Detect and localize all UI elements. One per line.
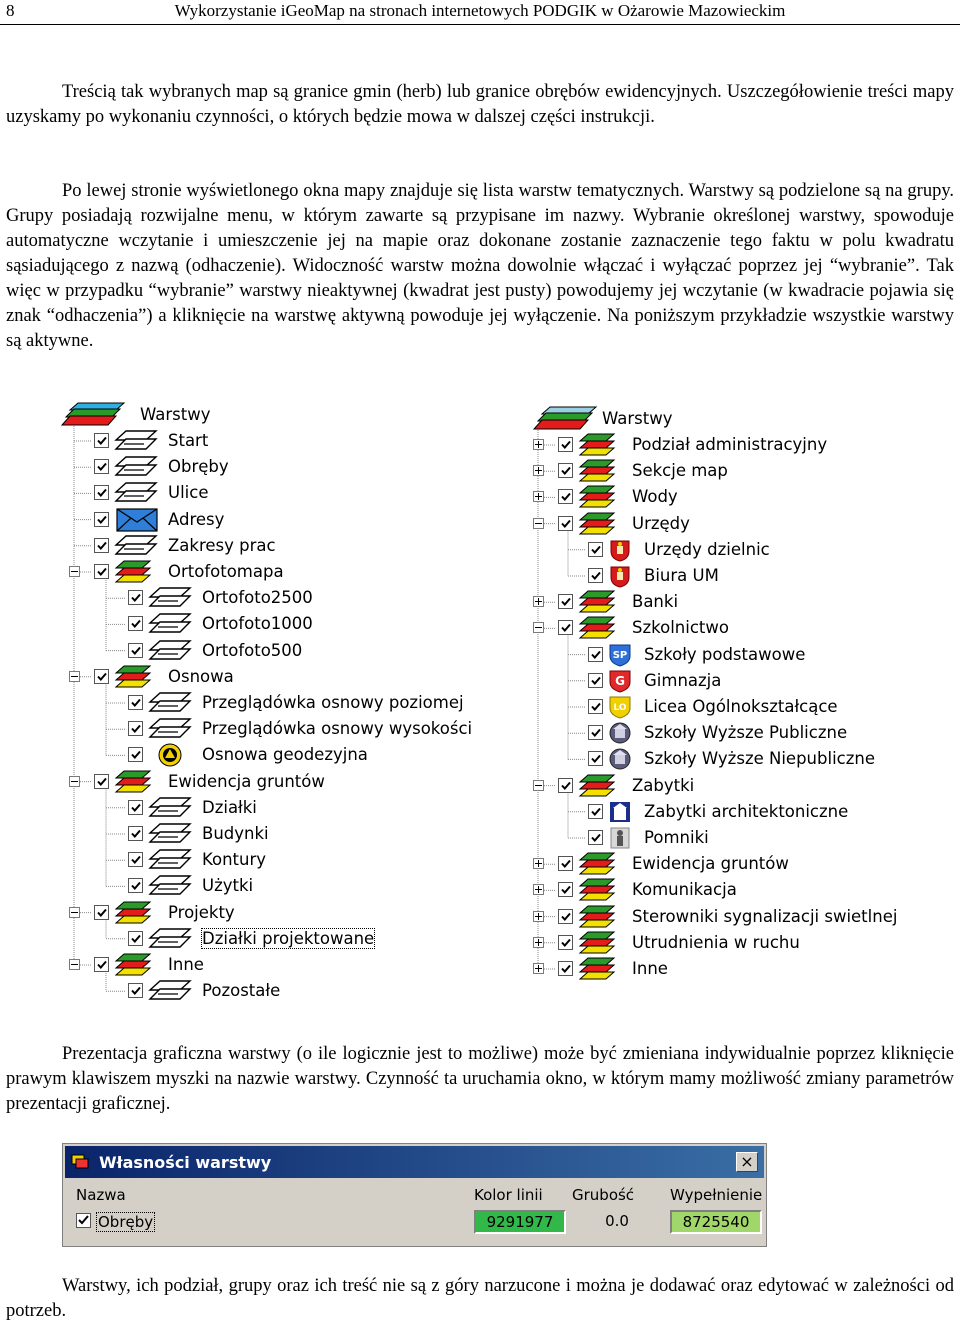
expand-button[interactable] xyxy=(533,911,544,922)
column-name-label: Nazwa xyxy=(76,1186,126,1204)
layer-outline-icon xyxy=(148,691,192,717)
collapse-button[interactable] xyxy=(69,959,80,970)
checkmark-icon xyxy=(130,749,142,761)
tree-item-budynki[interactable] xyxy=(60,821,480,847)
layer-checkbox[interactable] xyxy=(558,882,573,897)
tree-item-podzial-administracyjny[interactable] xyxy=(528,432,908,458)
coat-of-arms-icon xyxy=(608,564,632,592)
dialog-title: Własności warstwy xyxy=(99,1153,272,1172)
tree-item-start[interactable] xyxy=(60,428,480,454)
line-color-field[interactable] xyxy=(474,1210,566,1234)
layer-visibility-checkbox[interactable] xyxy=(76,1212,186,1236)
university-icon xyxy=(608,747,632,775)
layer-label: Zabytki xyxy=(632,775,695,795)
layer-label: Utrudnienia w ruchu xyxy=(632,932,800,952)
checkmark-icon xyxy=(130,933,142,945)
checkmark-icon xyxy=(130,592,142,604)
layer-checkbox[interactable] xyxy=(128,826,143,841)
layer-outline-icon xyxy=(148,639,192,665)
tree-item-pozostale[interactable] xyxy=(60,978,480,1004)
tree-item-szkoly-wyzsze-publiczne[interactable] xyxy=(528,720,908,746)
layer-checkbox[interactable] xyxy=(128,590,143,605)
layer-checkbox[interactable] xyxy=(128,800,143,815)
layer-checkbox[interactable] xyxy=(588,751,603,766)
checkmark-icon xyxy=(590,806,602,818)
school-g-icon xyxy=(608,669,632,697)
tree-item-pomniki[interactable] xyxy=(528,825,908,851)
layer-checkbox[interactable] xyxy=(128,616,143,631)
layer-checkbox[interactable] xyxy=(128,931,143,946)
layer-checkbox[interactable] xyxy=(558,935,573,950)
layer-checkbox[interactable] xyxy=(128,852,143,867)
checkmark-icon xyxy=(96,540,108,552)
layer-outline-icon xyxy=(148,796,192,822)
checkmark-icon xyxy=(590,727,602,739)
layer-label: Szkoły podstawowe xyxy=(644,644,806,664)
layer-checkbox[interactable] xyxy=(128,878,143,893)
left-layer-tree xyxy=(60,398,480,1010)
layer-checkbox[interactable] xyxy=(94,905,109,920)
layer-checkbox[interactable] xyxy=(128,643,143,658)
layer-checkbox[interactable] xyxy=(128,721,143,736)
layer-label: Przeglądówka osnowy wysokości xyxy=(202,719,473,739)
tree-item-dzialki-projektowane[interactable] xyxy=(60,926,480,952)
tree-root-label: Warstwy xyxy=(140,405,211,424)
layer-group-icon xyxy=(578,590,622,618)
line-color-value: 9291977 xyxy=(476,1212,564,1232)
layer-checkbox[interactable] xyxy=(588,647,603,662)
layer-group-icon xyxy=(578,931,622,959)
checkmark-icon xyxy=(560,937,572,949)
layer-outline-icon xyxy=(114,534,158,560)
layer-group-icon xyxy=(114,901,158,929)
layer-group-icon xyxy=(578,512,622,540)
column-thickness-label: Grubość xyxy=(572,1186,635,1204)
layer-group-icon xyxy=(578,485,622,513)
paragraph-3: Prezentacja graficzna warstwy (o ile logicznie jest to możliwe) może być zmieniana indywidualnie poprzez kliknięcie prawym klawiszem myszki na nazwie warstwy. Czynność ta uruchamia okno, w którym mamy możliwość zmiany parametrów prezentacji graficznej. xyxy=(6,1044,954,1114)
layer-checkbox[interactable] xyxy=(558,909,573,924)
layer-group-icon xyxy=(114,770,158,798)
layer-label: Gimnazja xyxy=(644,670,722,690)
fill-color-value: 8725540 xyxy=(672,1212,760,1232)
layer-label: Ewidencja gruntów xyxy=(632,854,789,874)
layer-checkbox[interactable] xyxy=(94,957,109,972)
svg-text:SP: SP xyxy=(612,649,628,661)
layer-label: Sekcje map xyxy=(632,461,728,481)
tree-item-sterowniki-sygnalizacji-swietlnej[interactable] xyxy=(528,904,908,930)
layer-outline-icon xyxy=(148,848,192,874)
page-number: 8 xyxy=(6,1,15,20)
expand-button[interactable] xyxy=(533,465,544,476)
layer-outline-icon xyxy=(148,717,192,743)
checkmark-icon xyxy=(130,618,142,630)
checkmark-icon xyxy=(130,828,142,840)
layer-label: Pomniki xyxy=(644,828,709,847)
envelope-icon xyxy=(114,508,158,536)
checkmark-icon xyxy=(130,645,142,657)
layer-label: Działki xyxy=(202,797,257,817)
dialog-titlebar[interactable] xyxy=(65,1146,764,1178)
checkmark-icon xyxy=(77,1214,90,1227)
layer-outline-icon xyxy=(114,481,158,507)
layer-group-icon xyxy=(578,616,622,644)
layer-name-value: Obręby xyxy=(98,1213,154,1231)
layer-label: Sterowniki sygnalizacji swietlnej xyxy=(632,906,898,926)
checkmark-icon xyxy=(560,518,572,530)
tree-item-przegladowka-osnowy-poziomej[interactable] xyxy=(60,690,480,716)
layer-group-icon xyxy=(114,560,158,588)
tree-root-label: Warstwy xyxy=(602,409,673,428)
layer-checkbox[interactable] xyxy=(94,433,109,448)
layer-checkbox[interactable] xyxy=(558,437,573,452)
layer-label: Ortofoto500 xyxy=(202,640,303,660)
layer-checkbox[interactable] xyxy=(94,538,109,553)
tree-item-zabytki[interactable] xyxy=(528,773,908,799)
layer-checkbox[interactable] xyxy=(588,830,603,845)
layer-outline-icon xyxy=(148,979,192,1005)
layer-label: Pozostałe xyxy=(202,981,281,1001)
checkmark-icon xyxy=(96,487,108,499)
collapse-button[interactable] xyxy=(533,780,544,791)
expand-button[interactable] xyxy=(533,858,544,869)
layer-outline-icon xyxy=(114,455,158,481)
checkmark-icon xyxy=(560,858,572,870)
layer-label: Adresy xyxy=(168,509,225,529)
layer-checkbox[interactable] xyxy=(558,489,573,504)
tree-item-uzytki[interactable] xyxy=(60,873,480,899)
checkmark-icon xyxy=(96,435,108,447)
collapse-button[interactable] xyxy=(533,518,544,529)
tree-item-ortofoto500[interactable] xyxy=(60,638,480,664)
expand-button[interactable] xyxy=(533,596,544,607)
checkmark-icon xyxy=(96,671,108,683)
collapse-button[interactable] xyxy=(533,622,544,633)
layer-outline-icon xyxy=(148,612,192,638)
tree-item-wody[interactable] xyxy=(528,484,908,510)
tree-item-ewidencja-gruntow[interactable] xyxy=(60,769,480,795)
checkmark-icon xyxy=(560,596,572,608)
layer-label: Biura UM xyxy=(644,566,719,585)
tree-item-zabytki-architektoniczne[interactable] xyxy=(528,799,908,825)
checkmark-icon xyxy=(96,907,108,919)
layer-label: Zabytki architektoniczne xyxy=(644,801,849,821)
layer-label: Obręby xyxy=(168,457,229,477)
layer-label: Budynki xyxy=(202,824,269,843)
layer-label: Osnowa xyxy=(168,666,234,686)
layer-label: Ortofoto1000 xyxy=(202,614,313,634)
tree-item-urzedy-dzielnic[interactable] xyxy=(528,537,908,563)
paragraph-2: Po lewej stronie wyświetlonego okna mapy znajduje się lista warstw tematycznych. Warstwy są podzielone są na grupy. Grupy posiadają rozwijalne menu, w którym zawarte są przypisane im nazwy. Wybranie określonej warstwy, spowoduje automatyczne wczytanie i umieszczenie jej na mapie oraz dokonane zostanie zaznaczenie tego faktu w polu kwadratu sąsiadującego z nazwą (odhaczenie). Widoczność warstw można dowolnie włączać i wyłączać poprzez jej “wybranie”. Tak więc w przypadku “wybranie” warstwy nieaktywnej (kwadrat jest pusty) powodujemy jej wczytanie (w kwadracie pojawia się znak “odhaczenia”) a kliknięcie na warstwę aktywną powoduje jej wyłączenie. Na poniższym przykładzie wszystkie warstwy są aktywne. xyxy=(6,181,954,351)
expand-button[interactable] xyxy=(533,439,544,450)
layer-group-icon xyxy=(114,665,158,693)
layer-label: Ulice xyxy=(168,483,209,503)
layer-checkbox[interactable] xyxy=(558,778,573,793)
checkmark-icon xyxy=(96,776,108,788)
collapse-button[interactable] xyxy=(69,671,80,682)
expand-button[interactable] xyxy=(533,937,544,948)
layer-label: Projekty xyxy=(168,902,235,922)
layer-group-icon xyxy=(578,774,622,802)
checkmark-icon xyxy=(96,959,108,971)
checkmark-icon xyxy=(130,854,142,866)
layer-outline-icon xyxy=(148,874,192,900)
layer-label: Urzędy dzielnic xyxy=(644,539,770,559)
layer-checkbox[interactable] xyxy=(128,747,143,762)
layer-group-icon xyxy=(578,459,622,487)
school-sp-icon xyxy=(608,643,632,671)
collapse-button[interactable] xyxy=(69,907,80,918)
tree-item-osnowa[interactable] xyxy=(60,664,480,690)
layer-checkbox[interactable] xyxy=(588,804,603,819)
layer-label: Inne xyxy=(632,959,668,978)
tree-item-ortofotomapa[interactable] xyxy=(60,559,480,585)
layer-checkbox[interactable] xyxy=(94,669,109,684)
checkmark-icon xyxy=(560,622,572,634)
monument-icon xyxy=(608,800,632,828)
tree-item-biura-um[interactable] xyxy=(528,563,908,589)
checkmark-icon xyxy=(590,649,602,661)
tree-item-komunikacja[interactable] xyxy=(528,877,908,903)
tree-root[interactable] xyxy=(60,402,480,428)
layer-checkbox[interactable] xyxy=(558,961,573,976)
layer-label: Licea Ogólnokształcące xyxy=(644,697,838,716)
layer-group-icon xyxy=(578,957,622,985)
checkmark-icon xyxy=(590,544,602,556)
tree-item-adresy[interactable] xyxy=(60,507,480,533)
layer-checkbox[interactable] xyxy=(588,699,603,714)
column-line-color-label: Kolor linii xyxy=(474,1186,543,1204)
tree-item-ortofoto2500[interactable] xyxy=(60,585,480,611)
checkmark-icon xyxy=(560,491,572,503)
layer-checkbox[interactable] xyxy=(94,564,109,579)
page-header xyxy=(0,0,960,25)
checkmark-icon xyxy=(590,753,602,765)
layer-checkbox[interactable] xyxy=(558,516,573,531)
layer-checkbox[interactable] xyxy=(128,695,143,710)
tree-item-przegladowka-osnowy-wysokosci[interactable] xyxy=(60,716,480,742)
statue-icon xyxy=(608,826,632,854)
checkmark-icon xyxy=(130,985,142,997)
layer-label: Szkolnictwo xyxy=(632,618,729,638)
layer-checkbox[interactable] xyxy=(558,856,573,871)
school-lo-icon xyxy=(608,695,632,723)
layer-label: Inne xyxy=(168,955,204,974)
checkmark-icon xyxy=(96,566,108,578)
layer-checkbox[interactable] xyxy=(558,594,573,609)
layer-group-icon xyxy=(578,852,622,880)
layer-label: Banki xyxy=(632,592,679,612)
checkmark-icon xyxy=(560,439,572,451)
checkmark-icon xyxy=(560,884,572,896)
layer-label: Urzędy xyxy=(632,513,690,533)
checkmark-icon xyxy=(560,963,572,975)
tree-item-licea-ogolnoksztalcace[interactable] xyxy=(528,694,908,720)
layer-label: Szkoły Wyższe Publiczne xyxy=(644,723,848,743)
layer-checkbox[interactable] xyxy=(128,983,143,998)
layer-label: Ewidencja gruntów xyxy=(168,771,325,791)
collapse-button[interactable] xyxy=(69,776,80,787)
layer-outline-icon xyxy=(114,429,158,455)
layer-checkbox[interactable] xyxy=(558,620,573,635)
checkmark-icon xyxy=(590,832,602,844)
svg-text:G: G xyxy=(615,673,625,688)
close-button[interactable]: × xyxy=(736,1152,758,1172)
checkmark-icon xyxy=(130,723,142,735)
layer-group-icon xyxy=(578,878,622,906)
tree-item-inne[interactable] xyxy=(60,952,480,978)
checkmark-icon xyxy=(130,880,142,892)
geodetic-point-icon xyxy=(148,743,192,771)
tree-root[interactable] xyxy=(528,406,908,432)
layer-label: Kontury xyxy=(202,850,267,870)
expand-button[interactable] xyxy=(533,884,544,895)
tree-item-szkolnictwo[interactable] xyxy=(528,615,908,641)
layer-group-icon xyxy=(578,905,622,933)
checkmark-icon xyxy=(560,911,572,923)
checkmark-icon xyxy=(96,461,108,473)
checkmark-icon xyxy=(96,514,108,526)
expand-button[interactable] xyxy=(533,963,544,974)
paragraph-1: Treścią tak wybranych map są granice gmin (herb) lub granice obrębów ewidencyjnych. Uszczegółowienie treści mapy uzyskamy po wykonaniu czynności, o których będzie mowa w dalszej części instrukcji. xyxy=(6,82,954,127)
tree-item-kontury[interactable] xyxy=(60,847,480,873)
tree-item-szkoly-wyzsze-niepubliczne[interactable] xyxy=(528,746,908,772)
layer-label: Ortofoto2500 xyxy=(202,588,313,608)
layer-outline-icon xyxy=(148,822,192,848)
checkmark-icon xyxy=(130,697,142,709)
header-title: Wykorzystanie iGeoMap na stronach internetowych PODGIK w Ożarowie Mazowieckim xyxy=(174,1,786,20)
checkmark-icon xyxy=(590,675,602,687)
layer-checkbox[interactable] xyxy=(588,542,603,557)
layers-icon xyxy=(71,1153,91,1171)
layer-group-icon xyxy=(578,433,622,461)
layer-properties-dialog xyxy=(62,1143,767,1247)
layer-label: Wody xyxy=(632,487,678,507)
tree-item-osnowa-geodezyjna[interactable] xyxy=(60,742,480,768)
tree-item-inne[interactable] xyxy=(528,956,908,982)
checkbox[interactable] xyxy=(76,1213,91,1228)
paragraph-4: Warstwy, ich podział, grupy oraz ich treść nie są z góry narzucone i można je dodawać oraz edytować w zależności od potrzeb. xyxy=(6,1276,954,1321)
tree-item-zakresy-prac[interactable] xyxy=(60,533,480,559)
fill-color-field[interactable] xyxy=(670,1210,762,1234)
tree-item-obreby[interactable] xyxy=(60,454,480,480)
layer-label: Szkoły Wyższe Niepubliczne xyxy=(644,749,875,769)
tree-item-gimnazja[interactable] xyxy=(528,668,908,694)
thickness-field[interactable] xyxy=(572,1210,662,1234)
tree-item-sekcje-map[interactable] xyxy=(528,458,908,484)
tree-item-urzedy[interactable] xyxy=(528,511,908,537)
layer-checkbox[interactable] xyxy=(588,673,603,688)
expand-button[interactable] xyxy=(533,491,544,502)
tree-item-utrudnienia-w-ruchu[interactable] xyxy=(528,930,908,956)
layer-label: Ortofotomapa xyxy=(168,562,284,581)
layer-checkbox[interactable] xyxy=(94,485,109,500)
layer-outline-icon xyxy=(148,586,192,612)
tree-item-ortofoto1000[interactable] xyxy=(60,611,480,637)
layer-checkbox[interactable] xyxy=(588,568,603,583)
layer-outline-icon xyxy=(148,927,192,953)
checkmark-icon xyxy=(590,570,602,582)
thickness-value: 0.0 xyxy=(605,1212,629,1230)
layer-label: Działki projektowane xyxy=(202,928,375,948)
tree-item-banki[interactable] xyxy=(528,589,908,615)
right-layer-tree xyxy=(528,402,908,982)
tree-item-ulice[interactable] xyxy=(60,480,480,506)
collapse-button[interactable] xyxy=(69,566,80,577)
checkmark-icon xyxy=(560,465,572,477)
layer-checkbox[interactable] xyxy=(588,725,603,740)
university-icon xyxy=(608,721,632,749)
svg-text:LO: LO xyxy=(613,703,627,713)
layer-label: Przeglądówka osnowy poziomej xyxy=(202,693,464,712)
layer-checkbox[interactable] xyxy=(558,463,573,478)
tree-item-ewidencja-gruntow[interactable] xyxy=(528,851,908,877)
checkmark-icon xyxy=(560,780,572,792)
column-fill-label: Wypełnienie xyxy=(670,1186,763,1204)
layer-label: Użytki xyxy=(202,876,254,896)
checkmark-icon xyxy=(130,802,142,814)
layer-checkbox[interactable] xyxy=(94,774,109,789)
layer-label: Komunikacja xyxy=(632,880,737,900)
layer-group-icon xyxy=(114,953,158,981)
layer-label: Osnowa geodezyjna xyxy=(202,745,368,765)
tree-item-dzialki[interactable] xyxy=(60,795,480,821)
layer-label: Zakresy prac xyxy=(168,535,276,555)
layer-checkbox[interactable] xyxy=(94,512,109,527)
layer-checkbox[interactable] xyxy=(94,459,109,474)
checkmark-icon xyxy=(590,701,602,713)
layer-label: Start xyxy=(168,431,209,450)
layer-label: Podział administracyjny xyxy=(632,435,828,454)
tree-item-projekty[interactable] xyxy=(60,900,480,926)
coat-of-arms-icon xyxy=(608,538,632,566)
tree-item-szkoly-podstawowe[interactable] xyxy=(528,642,908,668)
